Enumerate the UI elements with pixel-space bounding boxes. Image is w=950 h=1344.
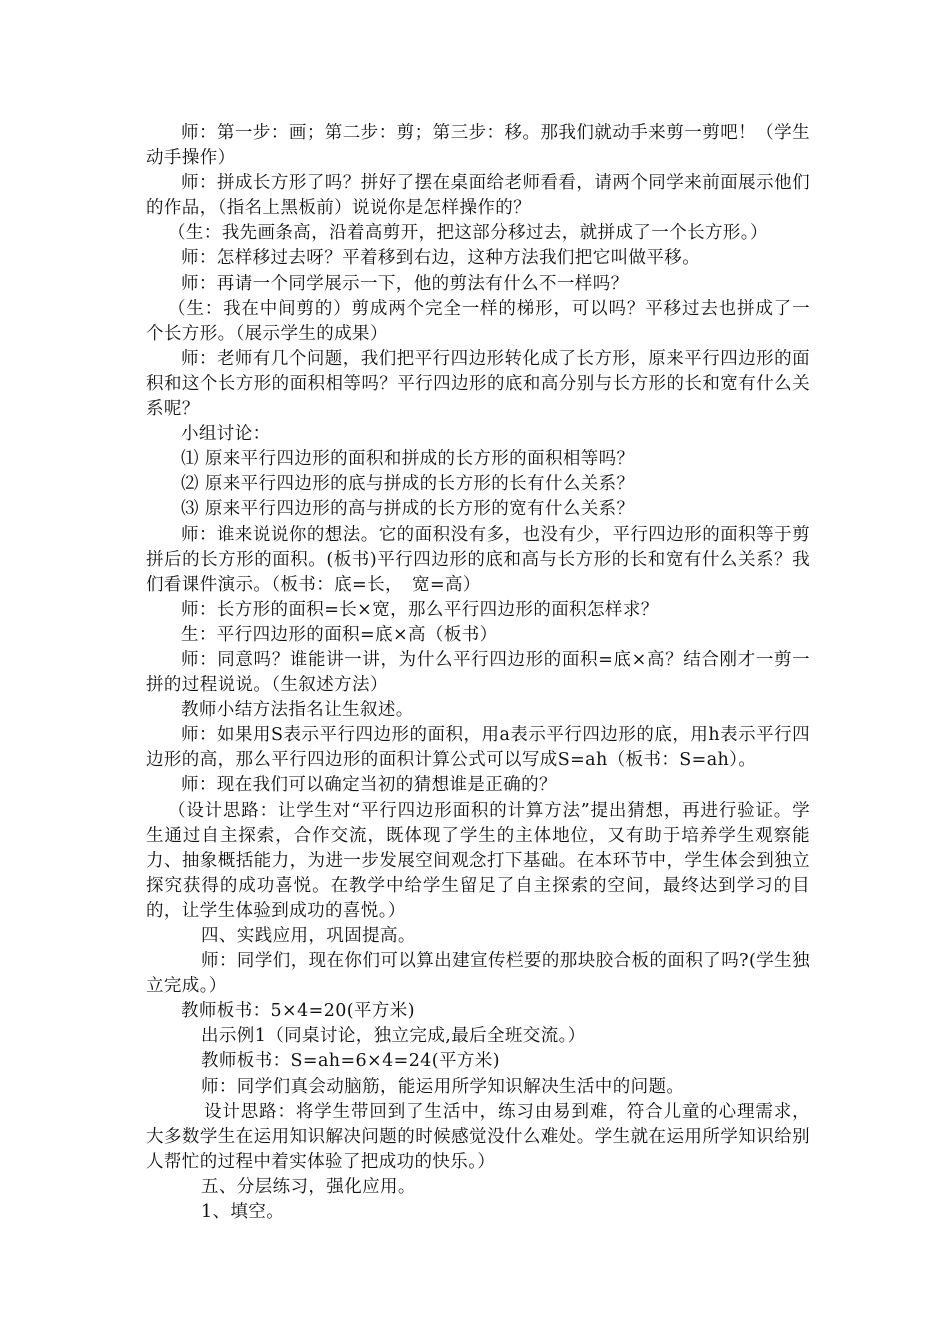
paragraph: 出示例1（同桌讨论，独立完成,最后全班交流。） [201,1026,586,1047]
discussion-question: ⑵ 原来平行四边形的底与拼成的长方形的长有什么关系？ [181,474,635,495]
paragraph: 1、填空。 [201,1202,285,1223]
paragraph: 师：现在我们可以确定当初的猜想谁是正确的？ [181,775,557,796]
paragraph: 师：第一步：画；第二步：剪；第三步：移。那我们就动手来剪一剪吧！（学生动手操作） [146,123,810,169]
lesson-plan-text [146,121,810,1225]
paragraph: 教师板书：5×4=20(平方米) [181,1001,415,1022]
section-heading: 四、实践应用，巩固提高。 [201,926,416,946]
design-note: 设计思路：将学生带回到了生活中，练习由易到难，符合儿童的心理需求，大多数学生在运用知识解决问题的时候感觉没什么难处。学生就在运用所学知识给别人帮忙的过程中着实体验了把成功的快乐。） [146,1101,810,1172]
paragraph: 师：怎样移过去呀？平着移到右边，这种方法我们把它叫做平移。 [181,248,701,269]
paragraph: 师：拼成长方形了吗？拼好了摆在桌面给老师看看，请两个同学来前面展示他们的作品，（指名上黑板前）说说你是怎样操作的？ [146,173,810,219]
paragraph: 师：同意吗？谁能讲一讲，为什么平行四边形的面积=底×高？结合刚才一剪一拼的过程说说。（生叙述方法） [146,649,810,696]
paragraph: （生：我在中间剪的）剪成两个完全一样的梯形，可以吗？平移过去也拼成了一个长方形。（展示学生的成果） [146,298,810,344]
paragraph: 师：再请一个同学展示一下，他的剪法有什么不一样吗？ [181,273,629,294]
paragraph: 生：平行四边形的面积=底×高（板书） [181,624,498,645]
paragraph: 小组讨论： [181,424,271,445]
design-note: （设计思路：让学生对“平行四边形面积的计算方法”提出猜想，再进行验证。学生通过自主探索，合作交流，既体现了学生的主体地位，又有助于培养学生观察能力、抽象概括能力，为进一步发展空间观念打下基础。在本环节中，学生体会到独立探究获得的成功喜悦。在教学中给学生留足了自主探索的空间，最终达到学习的目的，让学生体验到成功的喜悦。） [146,800,810,921]
paragraph: 师：同学们，现在你们可以算出建宣传栏要的那块胶合板的面积了吗?(学生独立完成。） [146,951,810,997]
paragraph: 师：老师有几个问题，我们把平行四边形转化成了长方形，原来平行四边形的面积和这个长方形的面积相等吗？平行四边形的底和高分别与长方形的长和宽有什么关系呢？ [146,348,810,420]
discussion-question: ⑶ 原来平行四边形的高与拼成的长方形的宽有什么关系？ [181,499,635,520]
paragraph: 师：长方形的面积=长×宽，那么平行四边形的面积怎样求？ [181,599,659,620]
paragraph: 师：同学们真会动脑筋，能运用所学知识解决生活中的问题。 [201,1076,685,1097]
discussion-question: ⑴ 原来平行四边形的面积和拼成的长方形的面积相等吗？ [181,449,635,470]
section-heading: 五、分层练习，强化应用。 [201,1176,416,1197]
paragraph: 师：谁来说说你的想法。它的面积没有多，也没有少，平行四边形的面积等于剪拼后的长方形的面积。(板书)平行四边形的底和高与长方形的长和宽有什么关系？我们看课件演示。（板书：底=长， 宽=高） [146,524,810,595]
paragraph: 师：如果用S表示平行四边形的面积，用a表示平行四边形的底，用h表示平行四边形的高，那么平行四边形的面积计算公式可以写成S=ah（板书：S=ah）。 [146,725,810,771]
paragraph: 教师板书：S=ah=6×4=24(平方米) [201,1051,500,1072]
paragraph: （生：我先画条高，沿着高剪开，把这部分移过去，就拼成了一个长方形。） [168,223,768,244]
paragraph: 教师小结方法指名让生叙述。 [181,700,414,721]
